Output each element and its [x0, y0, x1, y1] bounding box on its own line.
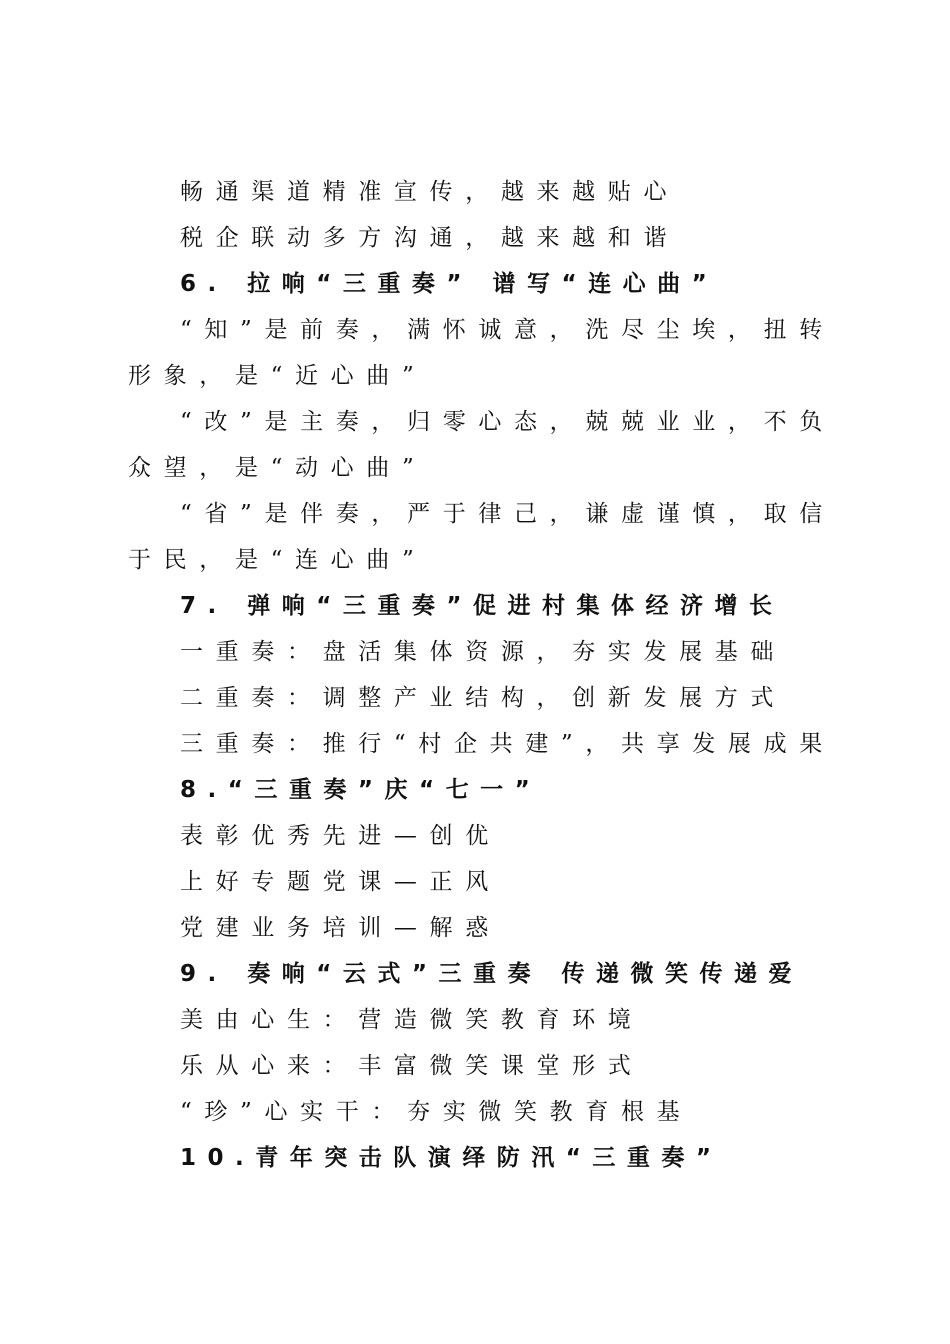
text-line: 于民，是“连心曲” [128, 547, 427, 573]
section-heading: 9. 奏响“云式”三重奏 传递微笑传递爱 [180, 961, 803, 987]
text-line: “珍”心实干：夯实微笑教育根基 [180, 1099, 693, 1125]
text-line: 众望，是“动心曲” [128, 455, 427, 481]
text-line: 美由心生：营造微笑教育环境 [180, 1007, 644, 1033]
text-line: “知”是前奏，满怀诚意，洗尽尘埃，扭转 [180, 317, 835, 343]
text-line: 表彰优秀先进—创优 [180, 823, 501, 849]
text-line: 上好专题党课—正风 [180, 869, 501, 895]
text-line: 乐从心来：丰富微笑课堂形式 [180, 1053, 644, 1079]
text-line: 形象，是“近心曲” [128, 363, 427, 389]
text-line: 畅通渠道精准宣传，越来越贴心 [180, 179, 680, 205]
text-line: 一重奏：盘活集体资源，夯实发展基础 [180, 639, 787, 665]
section-heading: 10.青年突击队演绎防汛“三重奏” [180, 1145, 723, 1171]
section-heading: 6. 拉响“三重奏” 谱写“连心曲” [180, 271, 719, 297]
text-line: 二重奏：调整产业结构，创新发展方式 [180, 685, 787, 711]
section-heading: 8.“三重奏”庆“七一” [180, 777, 542, 803]
section-heading: 7. 弹响“三重奏”促进村集体经济增长 [180, 593, 784, 619]
text-line: “省”是伴奏，严于律己，谦虚谨慎，取信 [180, 501, 835, 527]
text-line: “改”是主奏，归零心态，兢兢业业，不负 [180, 409, 835, 435]
text-line: 税企联动多方沟通，越来越和谐 [180, 225, 680, 251]
text-line: 三重奏：推行“村企共建”，共享发展成果 [180, 731, 835, 757]
text-line: 党建业务培训—解惑 [180, 915, 501, 941]
